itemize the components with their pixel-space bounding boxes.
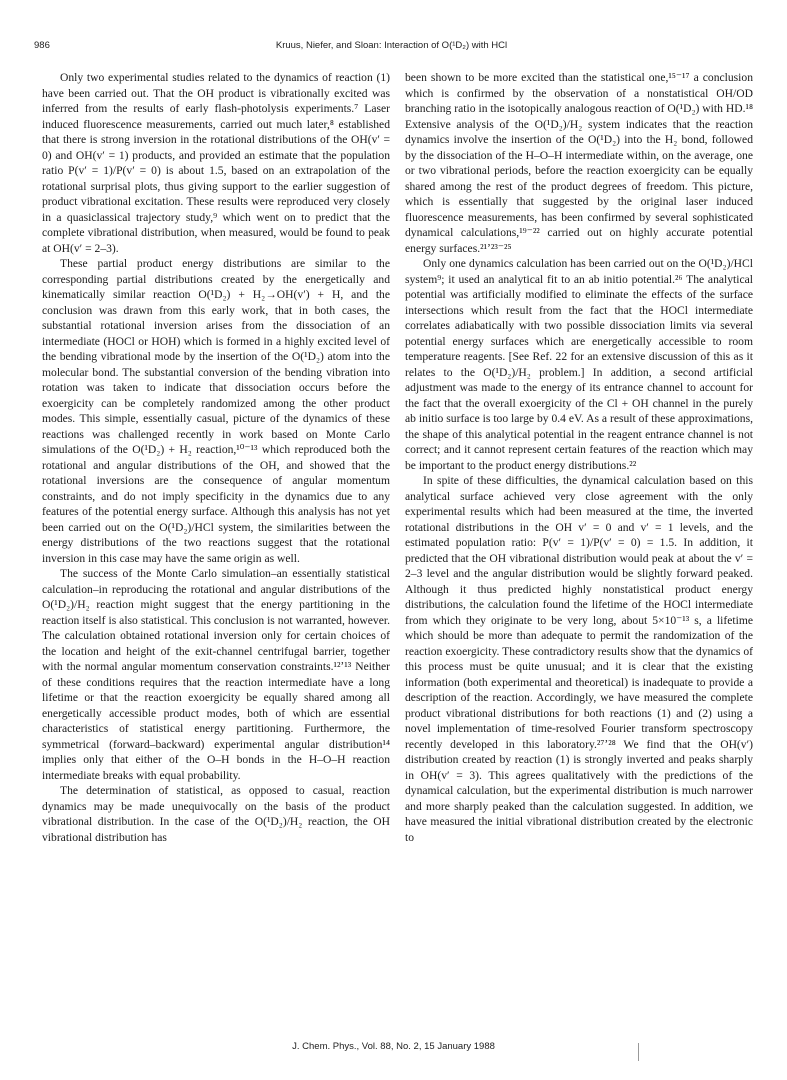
running-header [34, 40, 749, 54]
page-number: 986 [34, 40, 50, 51]
paragraph: The determination of statistical, as opposed to casual, reaction dynamics may be made unequivocally on the basis of the product vibrational distribution. In the case of the O(¹D₂)/H₂ reaction, the OH vibrational distribution has [42, 784, 390, 844]
left-column [42, 70, 390, 845]
running-title: Kruus, Niefer, and Sloan: Interaction of O(¹D₂) with HCl [275, 40, 508, 51]
paragraph: Only one dynamics calculation has been carried out on the O(¹D₂)/HCl system⁹; it used an analytical fit to an ab initio potential.²⁶ The analytical potential was artificially modified to eliminate the effects of the surface intersections which result from the fact that the HOCl intermediate correlates adiabatically with two possible dissociation limits via several potential energy surfaces which are energetically accessible to room temperature reagents. [See Ref. 22 for an extensive discussion of this as it relates to the O(¹D₂)/H₂ problem.] In addition, a second artificial adjustment was made to the energy of its entrance channel to account for the fact that the overall exoergicity of the Cl + OH channel in the purely ab initio surface is too large by 0.4 eV. As a result of these approximations, the shape of this analytical potential in the reagent entrance channel is not correct; and it cannot represent certain features of the reaction which may be important to the product energy distributions.²² [405, 257, 753, 472]
paragraph: Only two experimental studies related to the dynamics of reaction (1) have been carried out. That the OH product is vibrationally excited was inferred from the results of early flash-photolysis experiments.⁷ Laser induced fluorescence measurements, carried out much later,⁸ established that there is strong inversion in the rotational distributions of the OH(v′ = 0) and OH(v′ = 1) products, and provided an estimate that the population ratio P(v′ = 1)/P(v′ = 0) is about 1.5, based on an extrapolation of the rotational surprisal plots, thus giving support to the earlier suggestion of product vibrational excitation. These results were reproduced very closely in a quasiclassical trajectory study,⁹ which went on to predict that the complete vibrational distribution, when measured, would be found to peak at OH(v′ = 2–3). [42, 71, 390, 255]
paragraph: In spite of these difficulties, the dynamical calculation based on this analytical surface achieved very close agreement with the only experimental results which had been measured at the time, the inverted rotational distributions in the OH v′ = 0 and v′ = 1 levels, and the estimated population ratio: P(v′ = 1)/P(v′ = 0) = 1.5. In addition, it predicted that the OH vibrational distribution would peak at about the v′ = 2–3 level and the angular distribution would be slightly forward peaked. Although it thus predicted highly nonstatistical product energy distributions, the calculation found the lifetime of the HOCl intermediate from which they originate to be very long, about 5×10⁻¹³ s, a lifetime which should be more than adequate to permit the randomization of the reaction exoergicity. These contradictory results show that the dynamics of this process must be quite unusual; and it is clear that the existing information (both experimental and theoretical) is inadequate to provide a description of the reaction. Accordingly, we have measured the complete product vibrational distributions for both reactions (1) and (2) using a novel implementation of time-resolved Fourier transform spectroscopy recently developed in this laboratory.²⁷ʼ²⁸ We find that the OH(v′) distribution created by reaction (1) is strongly inverted and peaks sharply in OH(v′ = 3). This agrees qualitatively with the predictions of the dynamical calculation, but the experimental distribution is much narrower and more sharply peaked than the calculation suggested. In addition, we have measured the initial vibrational distribution created by the electronic to [405, 474, 753, 844]
journal-footer: J. Chem. Phys., Vol. 88, No. 2, 15 January 1988 [292, 1041, 495, 1052]
margin-mark [638, 1043, 639, 1061]
right-column [405, 70, 753, 845]
paragraph: These partial product energy distributions are similar to the corresponding partial distributions created by the energetically and kinematically similar reaction O(¹D₂) + H₂→OH(v′) + H, and the conclusion was drawn from this early work, that in both cases, the substantial rotational inversion arises from the dissociation of an intermediate (HOCl or HOH) which is formed in a highly excited level of the bending vibrational mode by the insertion of the O(¹D₂) atom into the molecular bond. The substantial conversion of the bending vibration into rotation was taken to indicate that dissociation occurs before the exoergicity can be completely randomized among the other product modes. This simple, essentially casual, picture of the dynamics of these reactions was challenged recently in work based on Monte Carlo simulations of the O(¹D₂) + H₂ reaction,¹⁰⁻¹³ which reproduced both the rotational and angular distributions of the OH, and showed that the rotational inversions are the consequence of angular momentum constraints, and do not imply specificity in the dynamics due to any features of the potential energy surface. Although this analysis has not yet been carried out on the O(¹D₂)/HCl system, the similarities between the energy distributions of the two reactions suggest that the rotational inversion in this case may have the same origin as well. [42, 257, 390, 565]
paragraph: The success of the Monte Carlo simulation–an essentially statistical calculation–in reproducing the rotational and angular distributions of the O(¹D₂)/H₂ reaction might suggest that the energy partitioning in the reaction itself is also statistical. This conclusion is not warranted, however. The calculation obtained rotational inversion only for certain choices of the location and height of the exit-channel centrifugal barrier, together with the normal angular momentum conservation constraints.¹²ʼ¹³ Neither of these conditions requires that the reaction intermediate have a long lifetime or that the reaction exoergicity be equally shared among all energetically accessible product modes, both of which are essential characteristics of statistical energy partitioning. Furthermore, the symmetrical (forward–backward) experimental angular distribution¹⁴ implies only that either of the O–H bonds in the H–O–H reaction intermediate breaks with equal probability. [42, 567, 390, 782]
paragraph: been shown to be more excited than the statistical one,¹⁵⁻¹⁷ a conclusion which is confirmed by the observation of a nonstatistical OH/OD branching ratio in the isotopically analogous reaction of O(¹D₂) with HD.¹⁸ Extensive analysis of the O(¹D₂)/H₂ system indicates that the reaction dynamics involve the insertion of the O(¹D₂) into the H₂ bond, followed by the dissociation of the H–O–H intermediate within, on the average, one or two vibrational periods, before the reaction exoergicity can be equally shared among the rest of the product degrees of freedom. This picture, which is essentially that suggested by the original laser induced fluorescence measurements, has been confirmed by several sophisticated dynamical calculations,¹⁹⁻²² carried out on highly accurate potential energy surfaces.²¹ʼ²³⁻²⁵ [405, 71, 753, 255]
